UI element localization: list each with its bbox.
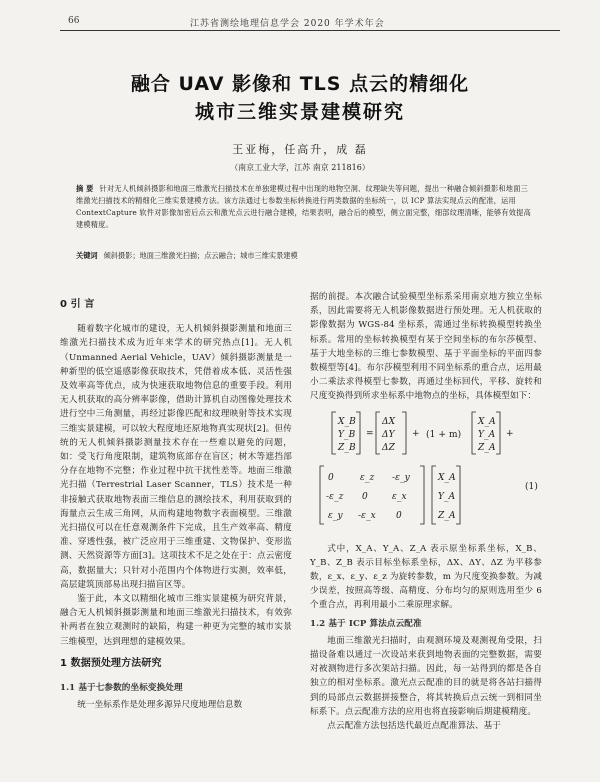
plus-sign-2: + [506, 428, 514, 439]
rot-r2c2: 0 [362, 491, 368, 502]
abstract-label: 摘 要 [76, 184, 94, 193]
section-1-2-paragraph-2: 点云配准方法包括迭代最近点配准算法、基于 [327, 721, 502, 732]
subsection-1-2-heading: 1.2 基于 ICP 算法点云配准 [310, 618, 422, 629]
affiliation: （南京工业大学，江苏 南京 211816） [230, 163, 370, 172]
rhs-y: Y_A [478, 429, 496, 440]
rot-r2c3: ε_x [392, 491, 407, 502]
rot-rhs-z: Z_A [438, 510, 456, 521]
journal-name: 江苏省测绘地理信息学会 2020 年学术年会 [190, 19, 385, 29]
lhs-z: Z_B [338, 442, 356, 453]
rot-r1c2: ε_z [360, 472, 375, 483]
abstract [76, 183, 531, 231]
scale-factor: (1 + m) [426, 429, 462, 440]
section-1-heading: 1 数据预处理方法研究 [60, 657, 162, 669]
left-column [60, 290, 292, 712]
rot-r1c1: 0 [328, 472, 334, 483]
subsection-1-1-heading: 1.1 基于七参数的坐标变换处理 [60, 683, 183, 694]
rot-rhs-x: X_A [438, 472, 456, 483]
keywords-text: 倾斜摄影；地面三维激光扫描；点云融合；城市三维实景建模 [103, 251, 298, 260]
intro-paragraph-1: 随着数字化城市的建设，无人机倾斜摄影测量和地面三维激光扫描技术成为近年来学术的研究热点[1]。无人机（Unmanned Aerial Vehicle，UAV）倾斜摄影测量是一种新型的低空遥感影像获取技术，凭借着成本低、灵活性强及效率高等优点，成为快速获取地物信息的重要手段。利用无人机获取的高分辨率影像，借助计算机自动图像处理技术进行空中三角测量，再经过影像匹配和纹理映射等技术实现三维实景建模，可以较大程度地还原地物真实现状[2]。但传统的无人机倾斜摄影测量技术存在一些难以避免的问题，如：受飞行角度限制，建筑物底部存在盲区；树木等遮挡部分存在地物不完整；作业过程中抗干扰性差等。地面三维激光扫描（Terrestrial Laser Scanner，TLS）技术是一种非接触式获取地物表面三维信息的测绘技术，利用获取到的海量点云生成三角网，从而构建地物数字表面模型。三维激光扫描仪可以在任意观测条件下完成，且生产效率高、精度准、穿透性强，被广泛应用于三维重建、文物保护、变形监测、天然资源等方面[3]。这项技术不足之处在于：点云密度高，数据量大；只针对小范围内个体物进行实测，效率低，高层建筑顶部易出现扫描盲区等。 [60, 324, 292, 590]
rot-r3c1: ε_y [328, 510, 343, 521]
rot-r2c1: -ε_z [326, 491, 344, 502]
keywords [76, 250, 531, 262]
rot-r3c2: -ε_x [358, 510, 376, 521]
section-1-1-paragraph: 统一坐标系作是处理多源异尺度地理信息数 [77, 700, 243, 711]
keywords-label: 关键词 [76, 251, 98, 260]
page-number: 66 [68, 16, 80, 26]
formula-explanation: 式中，X_A、Y_A、Z_A 表示原坐标系坐标，X_B、Y_B、Z_B 表示目标坐标系坐标，ΔX、ΔY、ΔZ 为平移参数，ε_x、ε_y、ε_z 为旋转参数，m 为尺度变换参数。为减少误差，按照高等级、高精度、分布均匀的原则选用至少 6 个重合点，再利用最小二乘原理求解。 [310, 543, 542, 611]
rot-r3c3: 0 [396, 510, 402, 521]
rhs-z: Z_A [478, 442, 496, 453]
author-list: 王亚梅，任高升，成 磊 [232, 143, 368, 156]
plus-sign-1: + [412, 428, 420, 439]
equals-sign: = [366, 428, 374, 439]
equation-number: (1) [524, 481, 538, 492]
paper-title-line-2: 城市三维实景建模研究 [194, 101, 405, 123]
delta-y: ΔY [382, 429, 395, 440]
rot-rhs-y: Y_A [438, 491, 456, 502]
paper-title-line-1: 融合 UAV 影像和 TLS 点云的精细化 [130, 73, 470, 95]
delta-x: ΔX [382, 416, 396, 427]
rhs-x: X_A [478, 416, 496, 427]
running-header [60, 4, 560, 31]
abstract-text: 针对无人机倾斜摄影和地面三维激光扫描技术在单独建模过程中出现的地物空洞、纹理缺失等问题，提出一种融合倾斜摄影和地面三维激光扫描技术的精细化三维实景建模方法。该方法通过七参数坐标转换进行两类数据的坐标统一，以 ICP 算法实现点云的配准，运用 ContextCapture 软件对影像加密后点云和激光点云进行融合建模，结果表明，融合后的模型，侧立面完整，细部纹理清晰，能够有效提高建模精度。 [76, 184, 531, 229]
intro-paragraph-2: 鉴于此，本文以精细化城市三维实景建模为研究背景，融合无人机倾斜摄影测量和地面三维激光扫描技术，有效弥补两者在独立观测时的缺陷，构建一种更为完整的城市实景三维模型，达到理想的建模效果。 [60, 594, 292, 647]
delta-z: ΔZ [382, 442, 395, 453]
bursa-formula [310, 406, 542, 538]
lhs-x: X_B [338, 416, 356, 427]
rot-r1c3: -ε_y [392, 472, 410, 483]
section-1-2-paragraph: 地面三维激光扫描时，由观测环境及观测视角受限，扫描设备难以通过一次设站来获到地物表面的完整数据，需要对被测物进行多次架站扫描。因此，每一站得到的都是各自独立的相对坐标系。激光点云配准的目的就是将各站扫描得到的局部点云数据拼接整合，将其转换后点云统一到相同坐标系下。点云配准方法的应用也将直接影响后期建模精度。 [310, 635, 542, 717]
right-column [310, 290, 542, 733]
section-0-heading: 0 引 言 [60, 299, 95, 310]
formula-graphic [310, 406, 542, 538]
lhs-y: Y_B [338, 429, 356, 440]
section-1-1-continued: 据的前提。本次融合试验模型坐标系采用南京地方独立坐标系，因此需要将无人机影像数据进行预处理。无人机获取的影像数据为 WGS-84 坐标系，需通过坐标转换模型转换坐标系。常用的坐标转换模型有某于空间坐标的布尔莎模型、基于大地坐标的三维七参数模型、基于平面坐标的平面四参数模型等[4]。布尔莎模型利用不同坐标系的重合点，运用最小二乘法求得模型七参数，再通过坐标回代，平移、旋转和尺度变换得到所求坐标系中地物点的坐标，具体模型如下： [310, 292, 542, 402]
